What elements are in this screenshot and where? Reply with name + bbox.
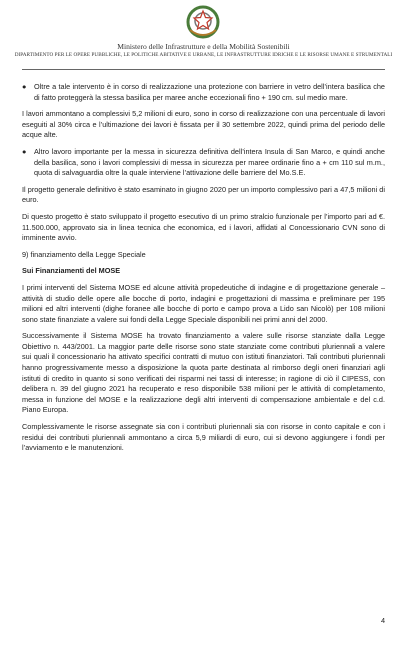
document-body (22, 82, 385, 460)
bullet-item-lavoro (22, 147, 385, 179)
page-number: 4 (380, 616, 385, 625)
ministry-name: Ministero delle Infrastrutture e della Mobilità Sostenibili (117, 42, 290, 51)
paragraph: I primi interventi del Sistema MOSE ed alcune attività propedeutiche di indagine e di progettazione generale – attività di studio delle opere alle bocche di porto, indagini e progettazioni di massima e preliminare per 195 milioni ed altri interventi (dighe foranee alle bocche di porto e campo prova a Lido san Nicolò) per 108 milioni sono state finanziate a valere sui fondi della Legge Speciale disponibili nei primi anni del 2000. (22, 282, 385, 324)
italian-republic-emblem-icon (185, 4, 221, 40)
paragraph: I lavori ammontano a complessivi 5,2 milioni di euro, sono in corso di realizzazione con una percentuale di lavori eseguiti al 30% circa e l’ultimazione dei lavori è fissata per il 30 settembre 2022, quindi prima del periodo delle acque alte. (22, 109, 385, 140)
paragraph: Di questo progetto è stato sviluppato il progetto esecutivo di un primo stralcio funzionale per l’importo pari ad €. 11.500.000, approvato sia in linea tecnica che economica, ed i lavori, affidati al Concessionario CVN sono di imminente avvio. (22, 211, 385, 243)
section-heading: 9) finanziamento della Legge Speciale (22, 249, 146, 259)
header-divider (22, 69, 385, 70)
bullet-icon: ● (22, 82, 27, 91)
paragraph: Successivamente il Sistema MOSE ha trovato finanziamento a valere sulle risorse stanziate dalla Legge Obiettivo n. 443/2001. La maggior parte delle risorse sono state stanziate come contributi pluriennali a valere sui quali il concessionario ha attivato specifici contratti di mutuo con istituti finanziatori. Tali contributi pluriennali hanno progressivamente messo a disposizione la quota parte destinata al rimborso degli oneri finanziari agli istituti di credito in quanto si sono verificati dei risparmi nei tassi di interesse; in ragione di ciò il CIPESS, con delibera n. 39 del giugno 2021 ha recuperato e reso disponibile 538 milioni per le attività di completamento, messa in funzione del MOSE e la realizzazione degli altri interventi di compensazione ambientale e del c.d. Piano Europa. (22, 331, 385, 415)
paragraph: Il progetto generale definitivo è stato esaminato in giugno 2020 per un importo complessivo pari a 47,5 milioni di euro. (22, 184, 385, 205)
paragraph: Complessivamente le risorse assegnate sia con i contributi pluriennali sia con risorse in conto capitale e con i residui dei contributi pluriennali ammontano a circa 5,9 miliardi di euro, cui si devono aggiungere i fondi per l’avviamento e le manutenzioni. (22, 422, 385, 453)
department-name: DIPARTIMENTO PER LE OPERE PUBBLICHE, LE POLITICHE ABITATIVE E URBANE, LE INFRASTRUTTURE IDRICHE E LE RISORSE UMANE E STRUMENTALI (14, 52, 393, 58)
bullet-item-barriere (22, 82, 385, 103)
bullet-text: Oltre a tale intervento è in corso di realizzazione una protezione con barriere in vetro dell’intera basilica che di fatto proteggerà la stessa basilica per maree anche eccezionali fino + 190 cm. sul medio mare. (34, 82, 385, 102)
bullet-text: Altro lavoro importante per la messa in sicurezza definitiva dell’intera Insula di San Marco, e quindi anche della basilica, sono i lavori complessivi di messa in sicurezza per maree ordinarie fino a + cm 110 sul m.m., quota di salvaguardia oltre la quale interviene l’attivazione delle barriere del Mo.S.E. (34, 146, 385, 178)
bullet-icon: ● (22, 146, 27, 156)
subheading: Sui Finanziamenti del MOSE (22, 266, 121, 276)
